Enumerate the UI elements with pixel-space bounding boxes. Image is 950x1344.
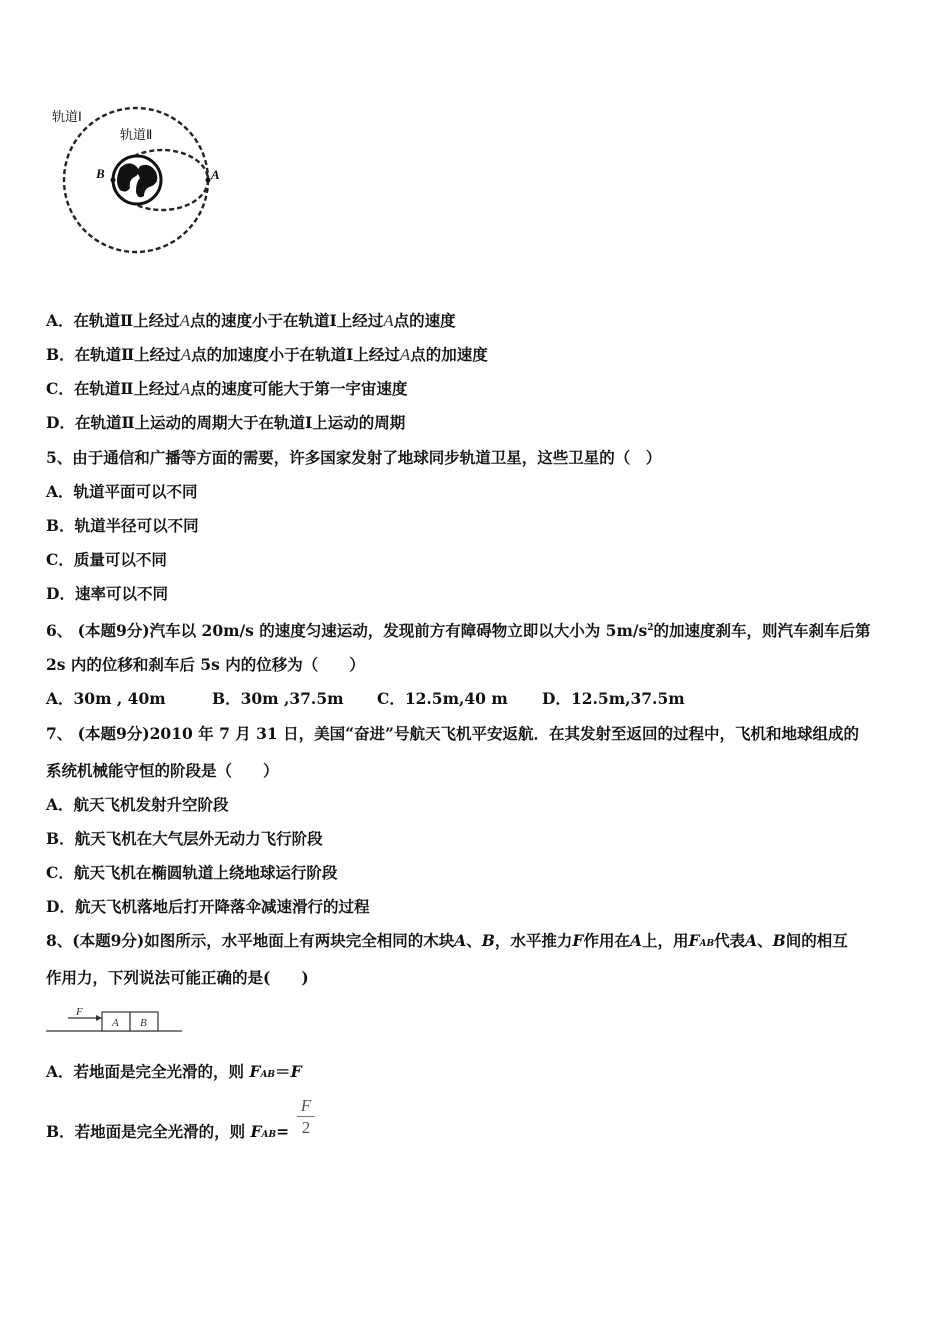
point-b-label: B	[96, 166, 105, 181]
var-f: F	[572, 931, 584, 950]
block-a-label: A	[112, 1017, 119, 1029]
q5-option-d: D．速率可以不同	[46, 584, 168, 603]
option-text: 在轨道Ⅱ上经过	[73, 311, 180, 330]
option-text: B．若地面是完全光滑的，则	[46, 1122, 251, 1141]
option-letter: A．	[46, 311, 74, 330]
q8-text: 上，用	[641, 931, 689, 950]
option-text: 点的速度小于在轨道Ⅰ上经过	[190, 311, 384, 330]
option-text: 在轨道Ⅱ上经过	[73, 379, 180, 398]
q6-superscript: 2	[647, 623, 654, 633]
q8-option-b	[46, 1122, 289, 1145]
equals-sign: ＝	[275, 1062, 291, 1081]
option-letter: B．	[46, 345, 75, 364]
option-letter: D．	[46, 413, 75, 432]
q6-option-d: D．12.5m,37.5m	[542, 689, 685, 708]
orbit1-label: 轨道Ⅰ	[52, 109, 82, 124]
q6-stem-line1	[46, 618, 871, 641]
blocks-figure	[46, 1004, 182, 1036]
q7-option-c: C．航天飞机在椭圆轨道上绕地球运行阶段	[46, 863, 338, 882]
q8-stem-line1	[46, 931, 848, 954]
q4-option-c	[46, 379, 407, 399]
q8-text: 、	[757, 931, 773, 950]
var-a: A	[383, 311, 394, 330]
fraction-numerator: F	[300, 1096, 312, 1115]
subscript-ab: AB	[261, 1130, 277, 1140]
q6-stem-line2: 2s 内的位移和刹车后 5s 内的位移为（ ）	[46, 655, 365, 674]
q8-text: 代表	[714, 931, 746, 950]
fraction-denominator: 2	[301, 1118, 311, 1137]
q7-option-a: A．航天飞机发射升空阶段	[46, 795, 229, 814]
q6-option-c: C．12.5m,40 m	[377, 689, 508, 708]
q6-option-b: B．30m ,37.5m	[212, 689, 344, 708]
q8-text: 8、(本题9分)如图所示，水平地面上有两块完全相同的木块	[46, 931, 455, 950]
q7-stem-line1: 7、 (本题9分)2010 年 7 月 31 日，美国“奋进”号航天飞机平安返航．在其发射至返回的过程中，飞机和地球组成的	[46, 724, 859, 743]
option-text: 点的速度可能大于第一宇宙速度	[190, 379, 408, 398]
option-text: A．若地面是完全光滑的，则	[46, 1062, 250, 1081]
option-text: 在轨道Ⅱ上经过	[74, 345, 181, 364]
point-b-dot	[111, 178, 116, 183]
q8-text: 、	[466, 931, 482, 950]
q7-stem-line2: 系统机械能守恒的阶段是（ ）	[46, 761, 279, 780]
q8-option-a	[46, 1062, 302, 1085]
q5-option-b: B．轨道半径可以不同	[46, 516, 199, 535]
subscript-ab: AB	[699, 939, 715, 949]
option-text: 在轨道Ⅱ上运动的周期大于在轨道Ⅰ上运动的周期	[74, 413, 406, 432]
q6-option-a: A．30m , 40m	[46, 689, 166, 708]
point-a-label: A	[211, 167, 220, 182]
var-a: A	[399, 345, 411, 364]
q4-option-b	[46, 345, 488, 365]
q4-option-a	[46, 311, 456, 331]
q8-text: 间的相互	[785, 931, 848, 950]
q6-text: 的加速度刹车，则汽车刹车后第	[653, 621, 871, 641]
q5-option-c: C．质量可以不同	[46, 550, 167, 569]
var-a: A	[454, 931, 467, 950]
q7-option-d: D．航天飞机落地后打开降落伞减速滑行的过程	[46, 897, 370, 916]
orbit2-label: 轨道Ⅱ	[120, 127, 153, 142]
option-text: 点的加速度小于在轨道Ⅰ上经过	[191, 345, 400, 364]
var-f: F	[250, 1122, 262, 1141]
q7-option-b: B．航天飞机在大气层外无动力飞行阶段	[46, 829, 323, 848]
var-a: A	[179, 311, 190, 330]
q6-text: 6、 (本题9分)汽车以 20m/s 的速度匀速运动，发现前方有障碍物立即以大小为 5m/s	[46, 621, 648, 641]
option-text: 点的加速度	[410, 345, 488, 364]
force-label: F	[76, 1006, 83, 1018]
orbit-figure	[44, 100, 234, 260]
point-a-dot	[206, 178, 211, 183]
var-f: F	[688, 931, 700, 950]
q5-stem: 5、由于通信和广播等方面的需要，许多国家发射了地球同步轨道卫星，这些卫星的（ ）	[46, 448, 662, 467]
var-a: A	[629, 931, 642, 950]
var-f: F	[290, 1062, 302, 1081]
var-a: A	[745, 931, 758, 950]
var-a: A	[180, 345, 192, 364]
subscript-ab: AB	[260, 1070, 276, 1080]
var-b: B	[481, 931, 495, 950]
q4-option-d	[46, 413, 405, 433]
fraction-f-over-2	[296, 1096, 316, 1139]
option-letter: C．	[46, 379, 74, 398]
block-b-label: B	[140, 1017, 147, 1029]
q8-text: 作用在	[583, 931, 630, 950]
force-arrow-head	[96, 1015, 102, 1021]
option-text: 点的速度	[393, 311, 456, 330]
equals-sign: =	[276, 1122, 290, 1141]
q8-text: ，水平推力	[494, 931, 573, 950]
q8-stem-line2: 作用力，下列说法可能正确的是( )	[46, 968, 309, 987]
var-f: F	[249, 1062, 261, 1081]
var-a: A	[179, 379, 191, 398]
q5-option-a: A．轨道平面可以不同	[46, 482, 198, 501]
var-b: B	[772, 931, 786, 950]
